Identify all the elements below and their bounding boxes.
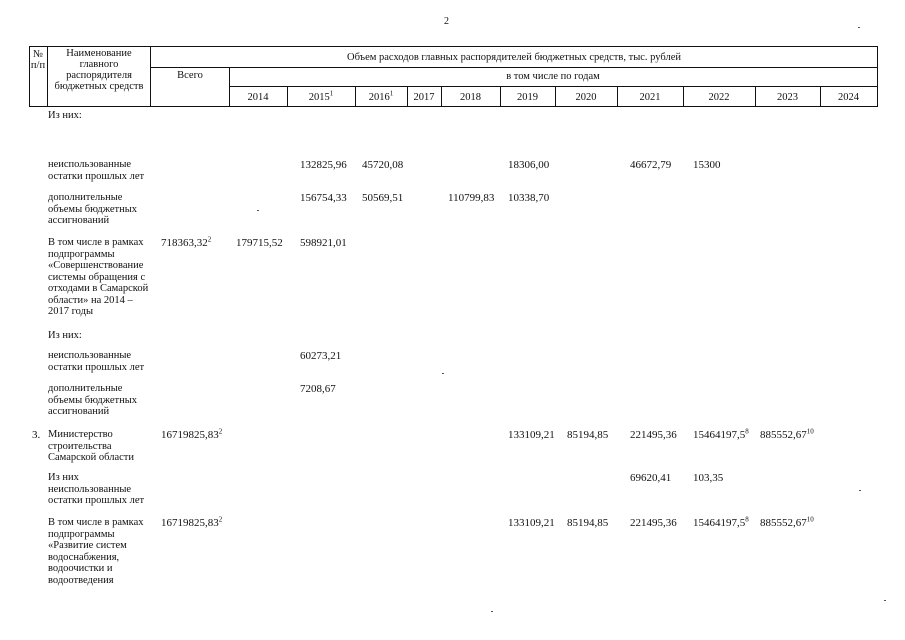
row-name: дополнительные объемы бюджетных ассигнований xyxy=(48,383,138,417)
row-value-2019: 10338,70 xyxy=(508,192,550,204)
row-total: 16719825,83$^2$ xyxy=(161,515,223,529)
row-value-2021: 46672,79 xyxy=(630,159,672,171)
header-year-2023: 2023 xyxy=(777,92,798,103)
row-value-2022: 15464197,5$^8$ xyxy=(693,427,749,441)
row-value-2020: 85194,85 xyxy=(567,429,609,441)
row-name: Министерство строительства Самарской области xyxy=(48,429,134,463)
row-name: Из них: xyxy=(48,330,82,341)
row-value-2021: 221495,36 xyxy=(630,429,677,441)
scan-speck xyxy=(859,490,861,491)
header-year-2020: 2020 xyxy=(575,92,597,103)
header-total: Всего xyxy=(177,70,203,81)
row-value-2019: 18306,00 xyxy=(508,159,550,171)
row-name: дополнительные объемы бюджетных ассигнований xyxy=(48,192,138,226)
header-year-2017: 2017 xyxy=(413,92,435,103)
row-value-2020: 85194,85 xyxy=(567,517,609,529)
row-value-2015: 60273,21 xyxy=(300,350,342,362)
row-value-2015: 156754,33 xyxy=(300,192,347,204)
header-year-2021: 2021 xyxy=(639,92,661,103)
header-year-2019: 2019 xyxy=(517,92,538,103)
scan-speck xyxy=(858,27,860,28)
row-value-2023: 885552,67$^{10}$ xyxy=(760,427,814,441)
row-value-2016: 45720,08 xyxy=(362,159,404,171)
row-value-2022: 15464197,5$^8$ xyxy=(693,515,749,529)
row-name: В том числе в рамках подпрограммы «Развитие систем водоснабжения, водоочистки и водоотведения xyxy=(48,517,144,586)
scan-speck xyxy=(491,611,493,612)
row-value-2019: 133109,21 xyxy=(508,517,555,529)
header-name: Наименование главного распорядителя бюджетных средств xyxy=(54,48,144,92)
row-value-2021: 221495,36 xyxy=(630,517,677,529)
header-year-2024: 2024 xyxy=(838,92,859,103)
header-year-2016: 2016$^1$ xyxy=(368,89,394,103)
row-value-2023: 885552,67$^{10}$ xyxy=(760,515,814,529)
scan-speck xyxy=(257,210,259,211)
header-year-2015: 2015$^1$ xyxy=(308,89,334,103)
row-value-2019: 133109,21 xyxy=(508,429,555,441)
row-name: неиспользованные остатки прошлых лет xyxy=(48,350,145,373)
row-value-2015: 598921,01 xyxy=(300,237,347,249)
header-by-years: в том числе по годам xyxy=(506,71,600,82)
row-value-2021: 69620,41 xyxy=(630,472,672,484)
header-year-2018: 2018 xyxy=(460,92,481,103)
row-name: неиспользованные остатки прошлых лет xyxy=(48,159,145,182)
row-name: Из них: xyxy=(48,110,82,121)
row-value-2022: 103,35 xyxy=(693,472,724,484)
scan-speck xyxy=(442,373,444,374)
row-value-2014: 179715,52 xyxy=(236,237,283,249)
scan-speck xyxy=(884,600,886,601)
row-total: 16719825,83$^2$ xyxy=(161,427,223,441)
row-value-2016: 50569,51 xyxy=(362,192,404,204)
header-no: № п/п xyxy=(30,49,46,71)
row-total: 718363,32$^2$ xyxy=(161,235,212,249)
header-year-2022: 2022 xyxy=(708,92,730,103)
row-number: 3. xyxy=(32,429,41,441)
row-value-2018: 110799,83 xyxy=(448,192,495,204)
row-value-2015: 132825,96 xyxy=(300,159,347,171)
row-name: В том числе в рамках подпрограммы «Совершенствование системы обращения с отходами в Самарской области» на 2014 – 2017 годы xyxy=(48,237,149,317)
page-number: 2 xyxy=(444,16,449,27)
header-year-2014: 2014 xyxy=(247,92,269,103)
header-volume: Объем расходов главных распорядителей бюджетных средств, тыс. рублей xyxy=(346,52,681,63)
row-name: Из них неиспользованные остатки прошлых лет xyxy=(48,472,145,506)
row-value-2022: 15300 xyxy=(693,159,721,171)
row-value-2015: 7208,67 xyxy=(300,383,336,395)
